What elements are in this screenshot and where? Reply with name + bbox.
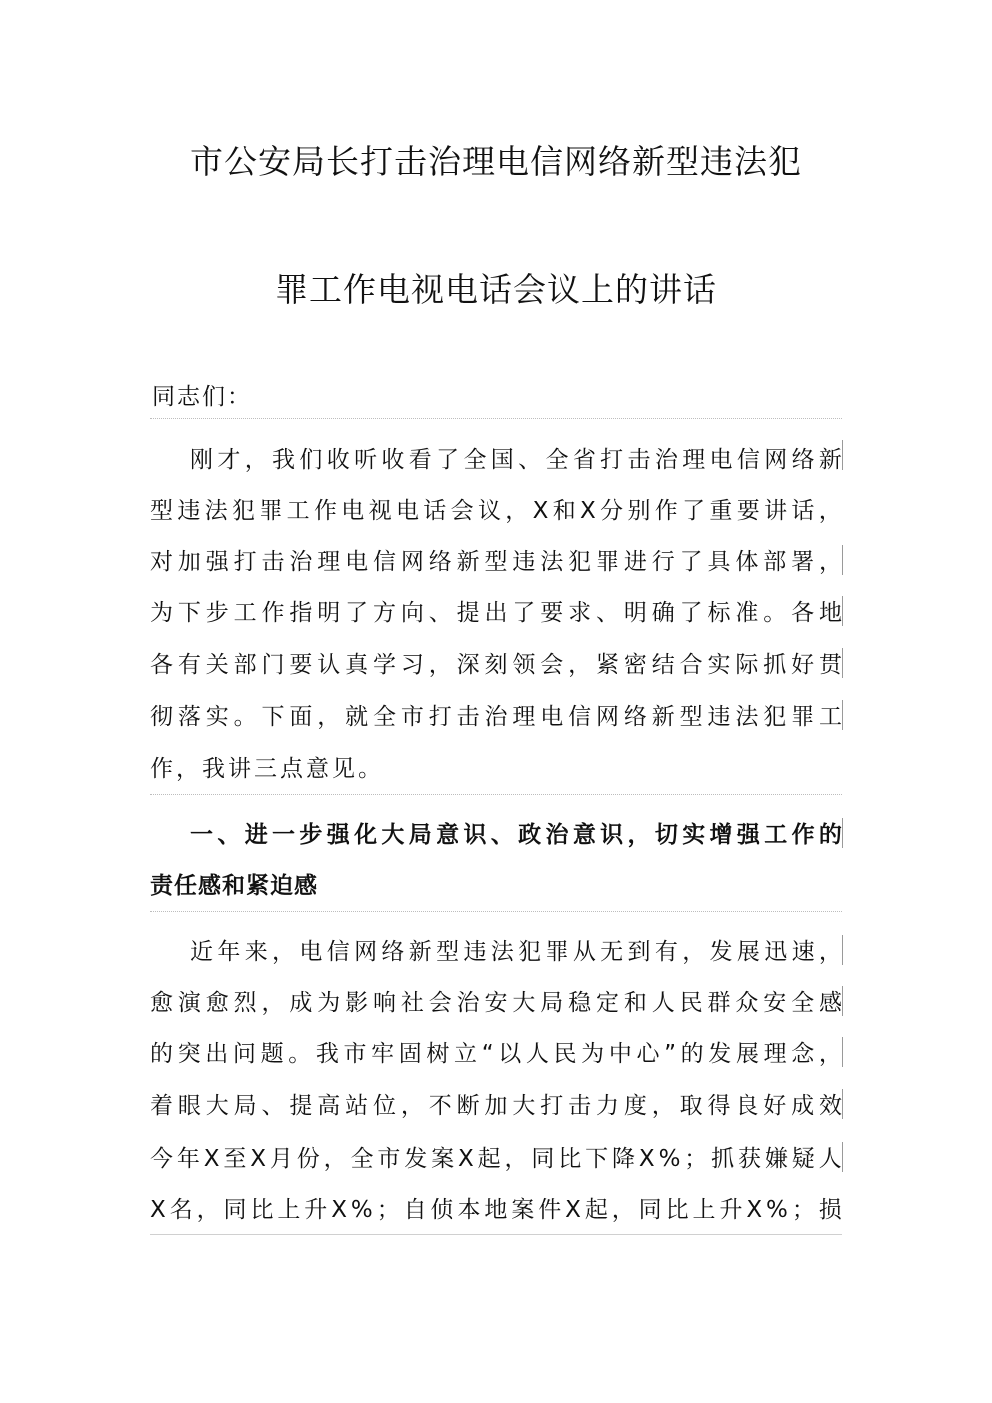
margin-bar [842, 1037, 843, 1067]
paragraph-separator [150, 418, 842, 419]
margin-bar [842, 545, 843, 575]
paragraph-1-line-6: 彻 落 实 。 下 面 ， 就 全 市 打 击 治 理 电 信 网 络 新 型 违 法 犯 罪 工 [150, 704, 842, 730]
margin-bar [842, 648, 843, 678]
document-title-line-2: 罪工作电视电话会议上的讲话 [275, 270, 717, 309]
margin-bar [842, 986, 843, 1016]
paragraph-1-line-4: 为 下 步 工 作 指 明 了 方 向 、 提 出 了 要 求 、 明 确 了 标 准 。 各 地 [150, 600, 842, 626]
paragraph-2-line-6: X 名 ， 同 比 上 升 X % ； 自 侦 本 地 案 件 X 起 ， 同 比 上 升 X % ； 损 [150, 1197, 842, 1223]
paragraph-1-line-5: 各 有 关 部 门 要 认 真 学 习 ， 深 刻 领 会 ， 紧 密 结 合 实 际 抓 好 贯 [150, 652, 842, 678]
margin-bar [842, 1142, 843, 1172]
paragraph-separator [150, 911, 842, 912]
margin-bar [842, 700, 843, 730]
page-bottom-rule [150, 1234, 842, 1235]
margin-bar [842, 596, 843, 626]
salutation: 同志们： [152, 384, 252, 410]
paragraph-1-line-3: 对 加 强 打 击 治 理 电 信 网 络 新 型 违 法 犯 罪 进 行 了 具 体 部 署 ， [150, 549, 842, 575]
paragraph-2-line-5: 今 年 X 至 X 月 份 ， 全 市 发 案 X 起 ， 同 比 下 降 X % ； 抓 获 嫌 疑 人 [150, 1146, 842, 1172]
paragraph-2-line-1: 近 年 来 ， 电 信 网 络 新 型 违 法 犯 罪 从 无 到 有 ， 发 展 迅 速 ， [190, 939, 842, 965]
section-heading-line-1: 一 、 进 一 步 强 化 大 局 意 识 、 政 治 意 识 ， 切 实 增 强 工 作 的 [190, 822, 842, 848]
paragraph-1-line-2: 型 违 法 犯 罪 工 作 电 视 电 话 会 议 ， X 和 X 分 别 作 了 重 要 讲 话 ， [150, 498, 842, 524]
paragraph-1-line-7: 作，我讲三点意见。 [150, 756, 384, 782]
paragraph-2-line-2: 愈 演 愈 烈 ， 成 为 影 响 社 会 治 安 大 局 稳 定 和 人 民 群 众 安 全 感 [150, 990, 842, 1016]
document-title-line-1: 市公安局长打击治理电信网络新型违法犯 [190, 142, 802, 181]
paragraph-1-line-1: 刚 才 ， 我 们 收 听 收 看 了 全 国 、 全 省 打 击 治 理 电 信 网 络 新 [190, 447, 842, 473]
paragraph-separator [150, 794, 842, 795]
paragraph-2-line-3: 的 突 出 问 题 。 我 市 牢 固 树 立 “ 以 人 民 为 中 心 ” 的 发 展 理 念 ， [150, 1041, 842, 1067]
section-heading-line-2: 责任感和紧迫感 [150, 873, 318, 899]
margin-bar [842, 818, 843, 848]
margin-bar [842, 1089, 843, 1119]
margin-bar [842, 935, 843, 965]
paragraph-2-line-4: 着 眼 大 局 、 提 高 站 位 ， 不 断 加 大 打 击 力 度 ， 取 得 良 好 成 效 [150, 1093, 842, 1119]
margin-bar [842, 440, 843, 470]
